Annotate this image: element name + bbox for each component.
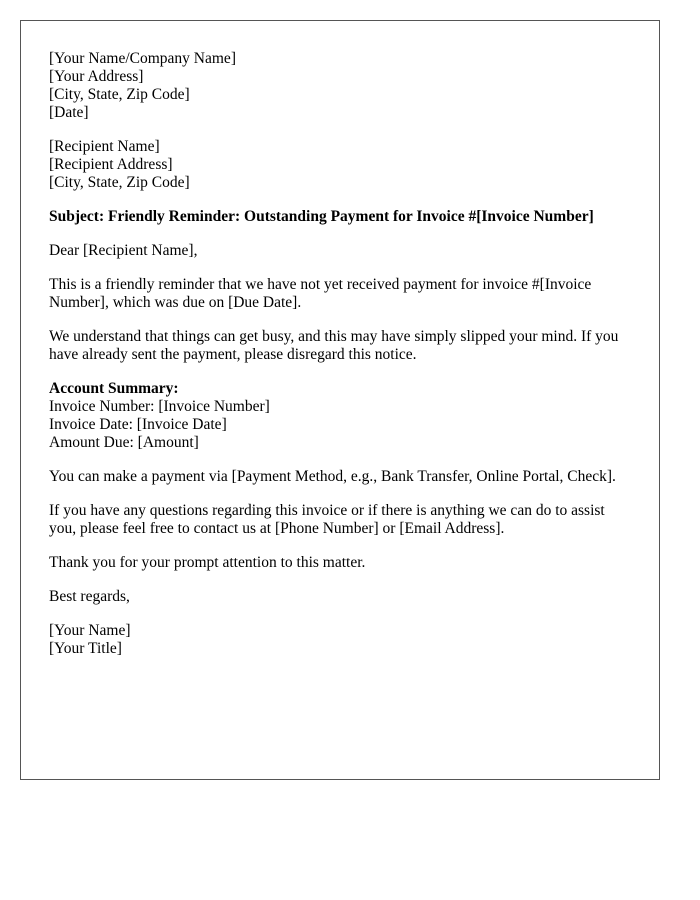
invoice-number-line: Invoice Number: [Invoice Number]: [49, 398, 270, 415]
recipient-address: [Recipient Address]: [49, 156, 173, 173]
letter-date: [Date]: [49, 104, 89, 121]
sender-address: [Your Address]: [49, 68, 144, 85]
sender-name: [Your Name/Company Name]: [49, 50, 236, 67]
account-summary: [49, 380, 631, 452]
body-paragraph-understanding: We understand that things can get busy, and this may have simply slipped your mind. If you have already sent the payment, please disregard this notice.: [49, 328, 619, 363]
salutation: Dear [Recipient Name],: [49, 242, 198, 259]
body-paragraph-reminder: This is a friendly reminder that we have not yet received payment for invoice #[Invoice Number], which was due on [Due Date].: [49, 276, 592, 311]
questions-paragraph: If you have any questions regarding this invoice or if there is anything we can do to assist you, please feel free to contact us at [Phone Number] or [Email Address].: [49, 502, 605, 537]
signature-name: [Your Name]: [49, 622, 131, 639]
recipient-name: [Recipient Name]: [49, 138, 160, 155]
payment-method-paragraph: You can make a payment via [Payment Method, e.g., Bank Transfer, Online Portal, Check].: [49, 468, 616, 485]
signature-block: [49, 622, 631, 658]
invoice-date-line: Invoice Date: [Invoice Date]: [49, 416, 227, 433]
sender-city: [City, State, Zip Code]: [49, 86, 190, 103]
sender-block: [49, 50, 631, 122]
closing-line: Best regards,: [49, 588, 130, 605]
recipient-block: [49, 138, 631, 192]
letter-page: [20, 20, 660, 780]
signature-title: [Your Title]: [49, 640, 122, 657]
account-summary-heading: Account Summary:: [49, 380, 179, 397]
recipient-city: [City, State, Zip Code]: [49, 174, 190, 191]
thank-you-line: Thank you for your prompt attention to this matter.: [49, 554, 366, 571]
amount-due-line: Amount Due: [Amount]: [49, 434, 199, 451]
subject-line: Subject: Friendly Reminder: Outstanding Payment for Invoice #[Invoice Number]: [49, 208, 594, 225]
